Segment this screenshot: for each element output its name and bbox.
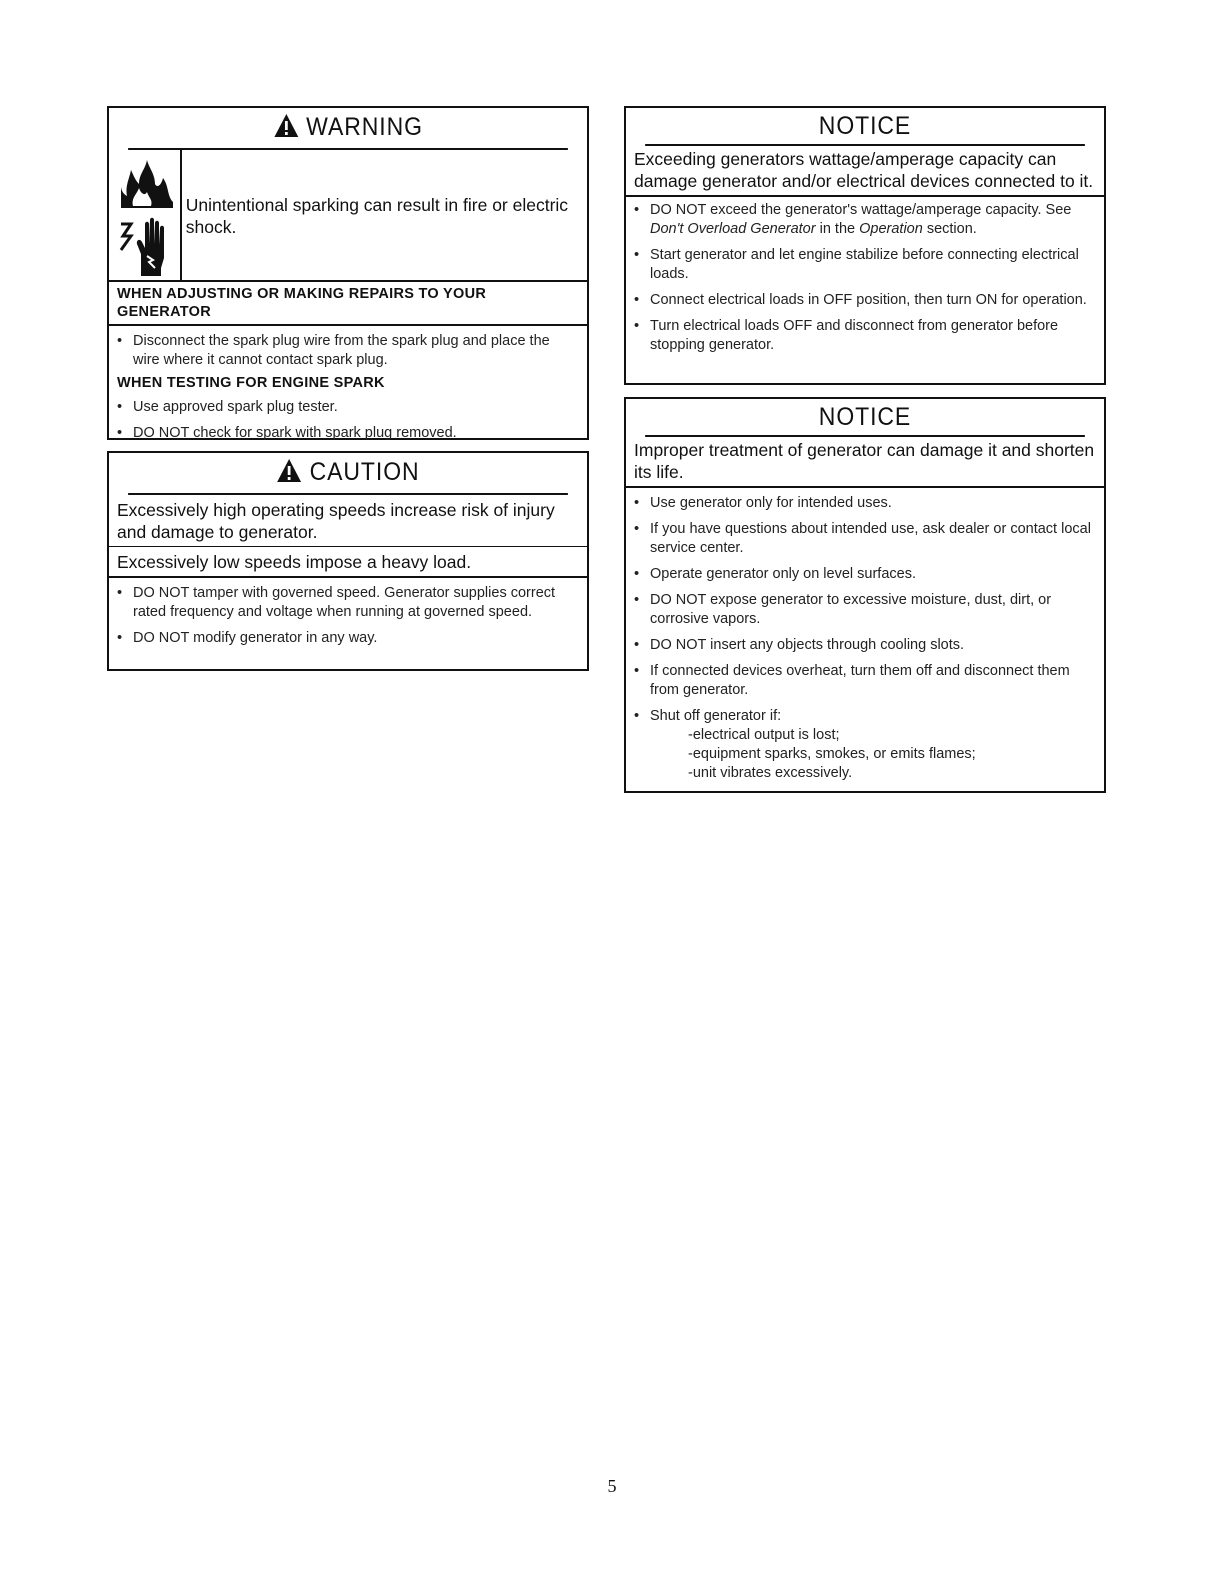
notice-1-item-1-italic1: Don't Overload Generator	[650, 221, 816, 237]
notice-2-shutoff-intro: Shut off generator if:	[650, 708, 782, 724]
list-item: • Use approved spark plug tester.	[117, 398, 579, 417]
notice-box-1	[624, 106, 1106, 385]
caution-list	[109, 578, 587, 654]
warning-box	[107, 106, 589, 440]
list-item: • Operate generator only on level surfaces.	[634, 565, 1096, 584]
warning-section1-heading: WHEN ADJUSTING OR MAKING REPAIRS TO YOUR GENERATOR	[109, 282, 587, 326]
list-item: • If connected devices overheat, turn them off and disconnect them from generator.	[634, 662, 1096, 700]
caution-statement-1: Excessively high operating speeds increase risk of injury and damage to generator.	[109, 495, 587, 547]
hazard-icons	[109, 150, 182, 280]
list-item	[634, 201, 1096, 239]
notice-2-list	[626, 488, 1104, 789]
caution-title: CAUTION	[309, 458, 420, 486]
list-item: • DO NOT tamper with governed speed. Generator supplies correct rated frequency and voltage when running at governed speed.	[117, 584, 579, 622]
page-number: 5	[607, 1476, 617, 1496]
list-item	[634, 707, 1096, 783]
notice-1-header	[645, 108, 1085, 146]
warning-title: WARNING	[306, 113, 423, 141]
notice-box-2	[624, 397, 1106, 793]
notice-2-shutoff-conditions	[650, 726, 1096, 783]
notice-1-item-1-italic2: Operation	[859, 221, 923, 237]
condition-item: -equipment sparks, smokes, or emits flames;	[688, 746, 976, 762]
caution-statement-2: Excessively low speeds impose a heavy load.	[109, 547, 587, 578]
caution-header	[128, 453, 568, 495]
condition-item: -unit vibrates excessively.	[688, 765, 853, 781]
warning-hazard-text: Unintentional sparking can result in fire or electric shock.	[185, 195, 569, 237]
notice-1-item-1-part1: DO NOT exceed the generator's wattage/amperage capacity. See	[650, 202, 1072, 218]
warning-hazard-row	[109, 150, 587, 282]
notice-1-list	[626, 197, 1104, 361]
notice-2-header	[645, 399, 1085, 437]
list-item: • DO NOT expose generator to excessive moisture, dust, dirt, or corrosive vapors.	[634, 591, 1096, 629]
warning-section2-list	[109, 395, 587, 449]
caution-box	[107, 451, 589, 671]
list-item: • DO NOT insert any objects through cooling slots.	[634, 636, 1096, 655]
list-item: • Use generator only for intended uses.	[634, 494, 1096, 513]
list-item: • If you have questions about intended use, ask dealer or contact local service center.	[634, 520, 1096, 558]
warning-section2-heading: WHEN TESTING FOR ENGINE SPARK	[117, 375, 385, 391]
list-item: • Disconnect the spark plug wire from the spark plug and place the wire where it cannot contact spark plug.	[117, 332, 579, 370]
condition-item: -electrical output is lost;	[688, 727, 840, 743]
notice-1-title: NOTICE	[818, 112, 912, 140]
notice-1-item-1-part2: in the	[819, 221, 856, 237]
notice-2-statement: Improper treatment of generator can damage it and shorten its life.	[626, 437, 1104, 488]
warning-triangle-icon	[273, 113, 299, 138]
warning-header	[128, 108, 568, 150]
warning-section1-list	[109, 326, 587, 374]
list-item: • Start generator and let engine stabilize before connecting electrical loads.	[634, 246, 1096, 284]
list-item: • Turn electrical loads OFF and disconnect from generator before stopping generator.	[634, 317, 1096, 355]
fire-icon	[117, 156, 177, 212]
list-item: • Connect electrical loads in OFF position, then turn ON for operation.	[634, 291, 1096, 310]
electric-shock-hand-icon	[117, 214, 181, 280]
list-item: • DO NOT modify generator in any way.	[117, 629, 579, 648]
notice-1-statement: Exceeding generators wattage/amperage capacity can damage generator and/or electrical devices connected to it.	[626, 146, 1104, 197]
list-item: • DO NOT check for spark with spark plug removed.	[117, 424, 579, 443]
notice-2-title: NOTICE	[818, 403, 912, 431]
notice-1-item-1-part3: section.	[926, 221, 977, 237]
warning-triangle-icon	[276, 458, 302, 483]
